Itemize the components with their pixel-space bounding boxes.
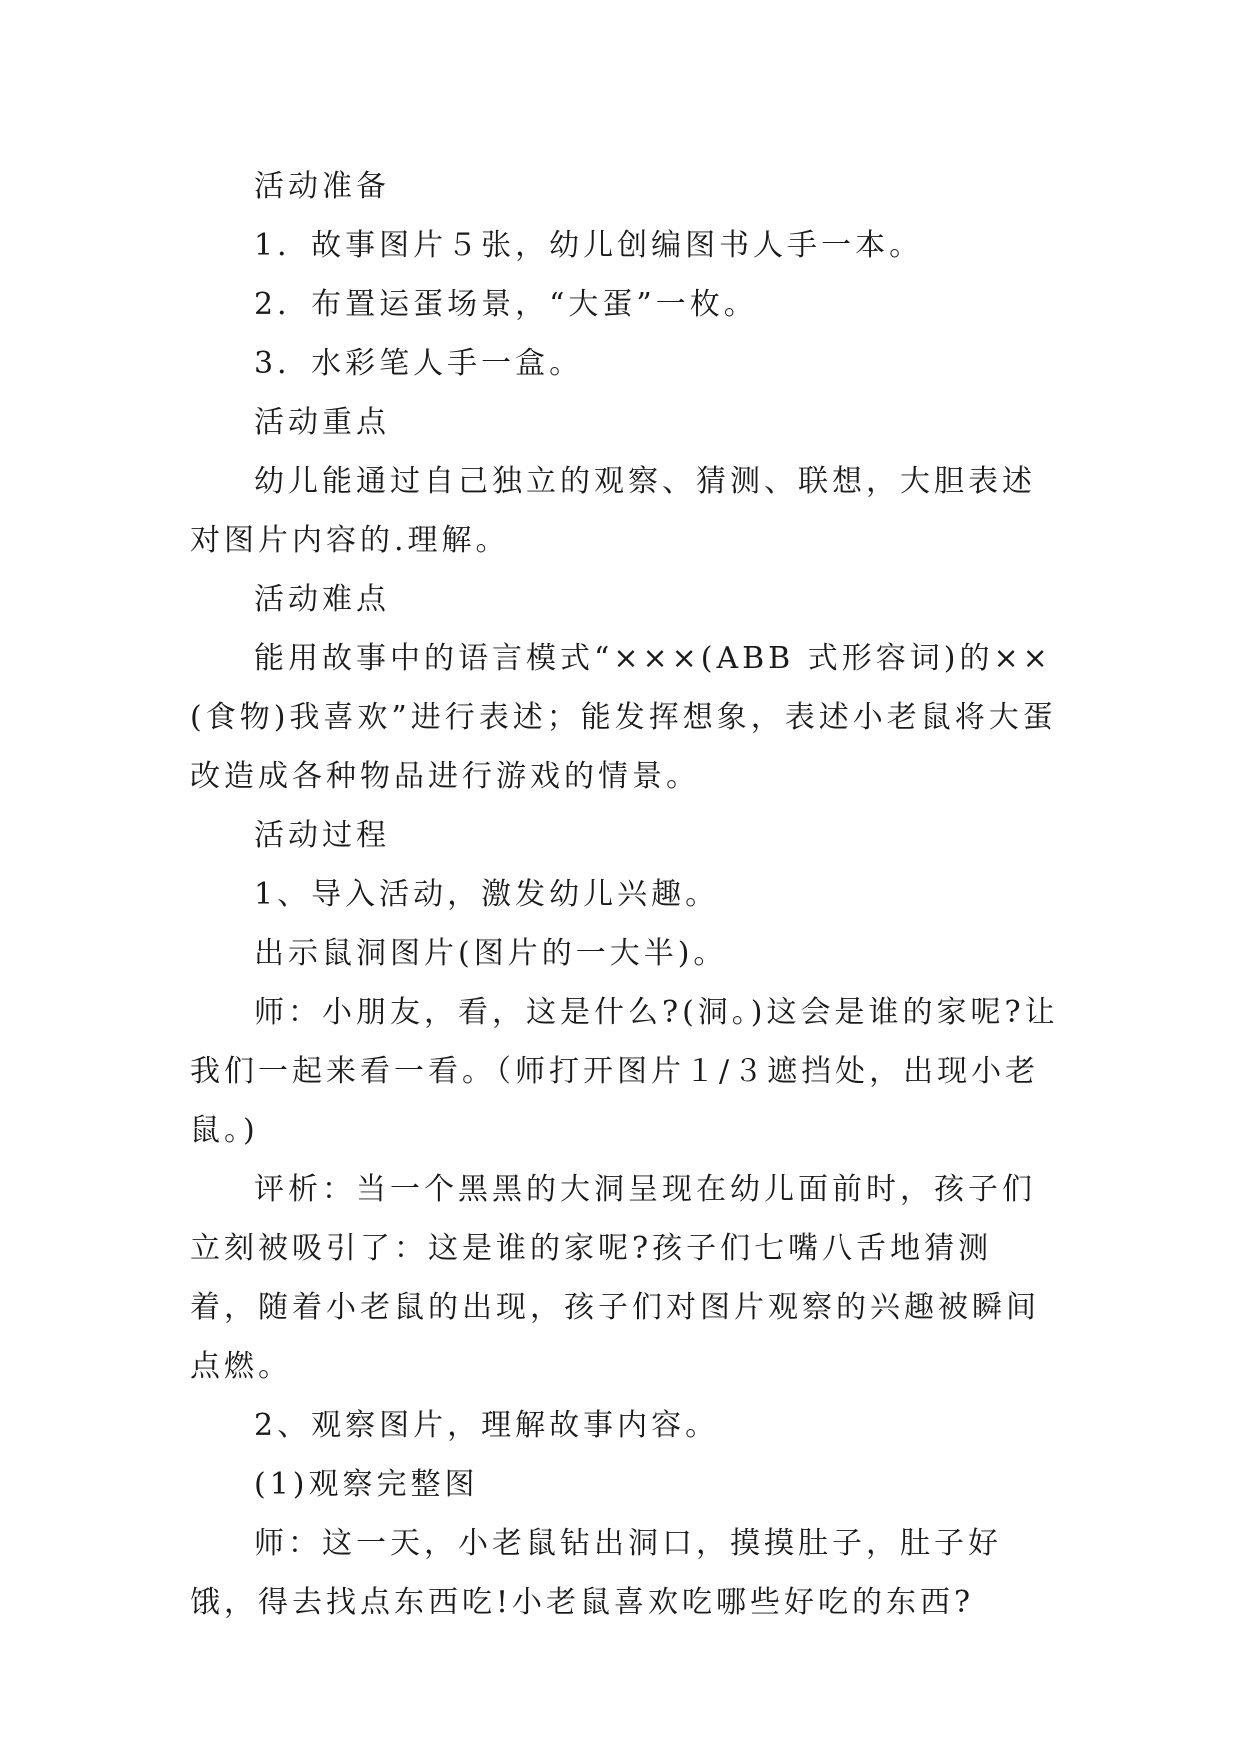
document-body <box>190 157 1060 1632</box>
preparation-item-1: 1．故事图片５张，幼儿创编图书人手一本。 <box>254 228 924 263</box>
key-points-text: 幼儿能通过自己独立的观察、猜测、联想，大胆表述对图片内容的.理解。 <box>190 464 1036 558</box>
preparation-item-2: 2．布置运蛋场景，“大蛋”一枚。 <box>254 287 758 322</box>
section-heading-process: 活动过程 <box>254 818 390 853</box>
section-heading-key-points: 活动重点 <box>254 405 390 440</box>
teacher-dialogue-1: 师：小朋友，看，这是什么?(洞。)这会是谁的家呢?让我们一起来看一看。（师打开图片１/３遮挡处，出现小老鼠。) <box>190 995 1059 1148</box>
difficulties-text: 能用故事中的语言模式“×××(ABB 式形容词)的××(食物)我喜欢”进行表述；能发挥想象，表述小老鼠将大蛋改造成各种物品进行游戏的情景。 <box>190 641 1057 794</box>
teacher-dialogue-2: 师：这一天，小老鼠钻出洞口，摸摸肚子，肚子好饿，得去找点东西吃!小老鼠喜欢吃哪些好吃的东西? <box>190 1526 1002 1620</box>
process-step-2: 2、观察图片，理解故事内容。 <box>254 1408 720 1443</box>
evaluation-text: 评析：当一个黑黑的大洞呈现在幼儿面前时，孩子们立刻被吸引了：这是谁的家呢?孩子们七嘴八舌地猜测着，随着小老鼠的出现，孩子们对图片观察的兴趣被瞬间点燃。 <box>190 1172 1040 1384</box>
process-text: 出示鼠洞图片(图片的一大半)。 <box>254 936 728 971</box>
section-heading-preparation: 活动准备 <box>254 169 390 204</box>
process-substep-1: (1)观察完整图 <box>254 1467 479 1502</box>
section-heading-difficulties: 活动难点 <box>254 582 390 617</box>
process-step-1: 1、导入活动，激发幼儿兴趣。 <box>254 877 720 912</box>
preparation-item-3: 3．水彩笔人手一盒。 <box>254 346 584 381</box>
